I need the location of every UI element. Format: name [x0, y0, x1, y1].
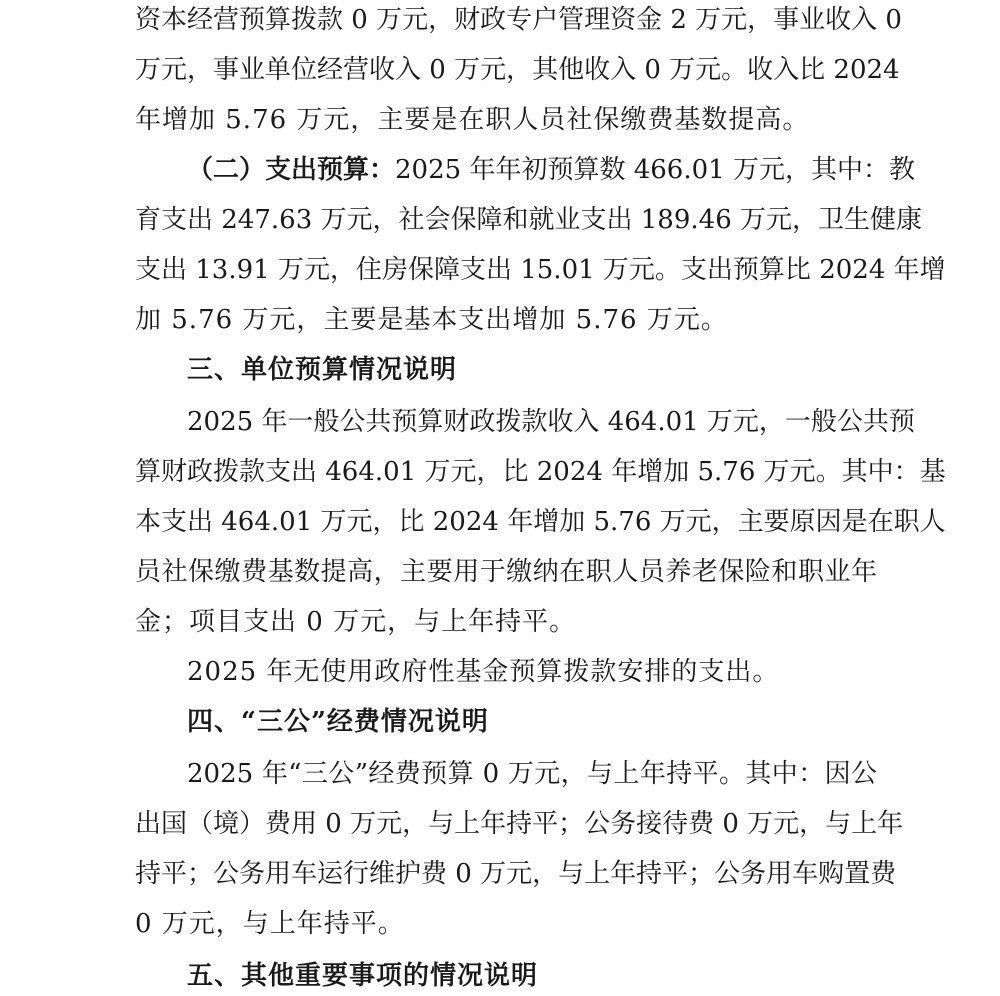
section-heading-text: 四、“三公”经费情况说明	[187, 707, 489, 737]
line-text: 年增加 5.76 万元，主要是在职人员社保缴费基数提高。	[135, 105, 810, 135]
paragraph-line	[0, 754, 1000, 794]
paragraph-line	[0, 452, 1000, 492]
paragraph-line	[0, 652, 1000, 692]
paragraph-line	[0, 502, 1000, 542]
section-heading-text: 五、其他重要事项的情况说明	[187, 961, 539, 991]
line-text: 2025 年一般公共预算财政拨款收入 464.01 万元，一般公共预	[187, 407, 915, 437]
paragraph-line	[0, 50, 1000, 90]
paragraph-line	[0, 804, 1000, 844]
paragraph-line	[0, 100, 1000, 140]
line-text: 本支出 464.01 万元，比 2024 年增加 5.76 万元，主要原因是在职人	[135, 507, 946, 537]
paragraph-line	[0, 854, 1000, 894]
line-text: 育支出 247.63 万元，社会保障和就业支出 189.46 万元，卫生健康	[135, 205, 923, 235]
line-text: 2025 年无使用政府性基金预算拨款安排的支出。	[187, 657, 780, 687]
line-text: 金；项目支出 0 万元，与上年持平。	[135, 607, 577, 637]
line-text	[187, 150, 915, 190]
section-heading	[0, 702, 1000, 742]
paragraph-line	[0, 904, 1000, 944]
section-heading	[0, 956, 1000, 996]
line-text: 资本经营预算拨款 0 万元，财政专户管理资金 2 万元，事业收入 0	[135, 5, 902, 35]
line-text: 员社保缴费基数提高，主要用于缴纳在职人员养老保险和职业年	[135, 557, 877, 587]
paragraph-line	[0, 552, 1000, 592]
paragraph-line	[0, 402, 1000, 442]
paragraph-line	[0, 0, 1000, 40]
line-text: 2025 年“三公”经费预算 0 万元，与上年持平。其中：因公	[187, 759, 877, 789]
expenditure-summary: 2025 年年初预算数 466.01 万元，其中：教	[395, 155, 915, 185]
line-text: 0 万元，与上年持平。	[135, 909, 405, 939]
paragraph-line	[0, 602, 1000, 642]
line-text: 支出 13.91 万元，住房保障支出 15.01 万元。支出预算比 2024 年增	[135, 255, 946, 285]
line-text: 算财政拨款支出 464.01 万元，比 2024 年增加 5.76 万元。其中：基	[135, 457, 946, 487]
line-text: 出国（境）费用 0 万元，与上年持平；公务接待费 0 万元，与上年	[135, 809, 904, 839]
line-text: 持平；公务用车运行维护费 0 万元，与上年持平；公务用车购置费	[135, 859, 897, 889]
paragraph-line	[0, 250, 1000, 290]
paragraph-line	[0, 200, 1000, 240]
paragraph-line	[0, 300, 1000, 340]
section-heading	[0, 350, 1000, 390]
expenditure-label: （二）支出预算：	[187, 155, 396, 185]
section-heading-text: 三、单位预算情况说明	[187, 355, 458, 385]
expenditure-paragraph-first-line	[0, 150, 1000, 190]
line-text: 加 5.76 万元，主要是基本支出增加 5.76 万元。	[135, 305, 728, 335]
line-text: 万元，事业单位经营收入 0 万元，其他收入 0 万元。收入比 2024	[135, 55, 900, 85]
